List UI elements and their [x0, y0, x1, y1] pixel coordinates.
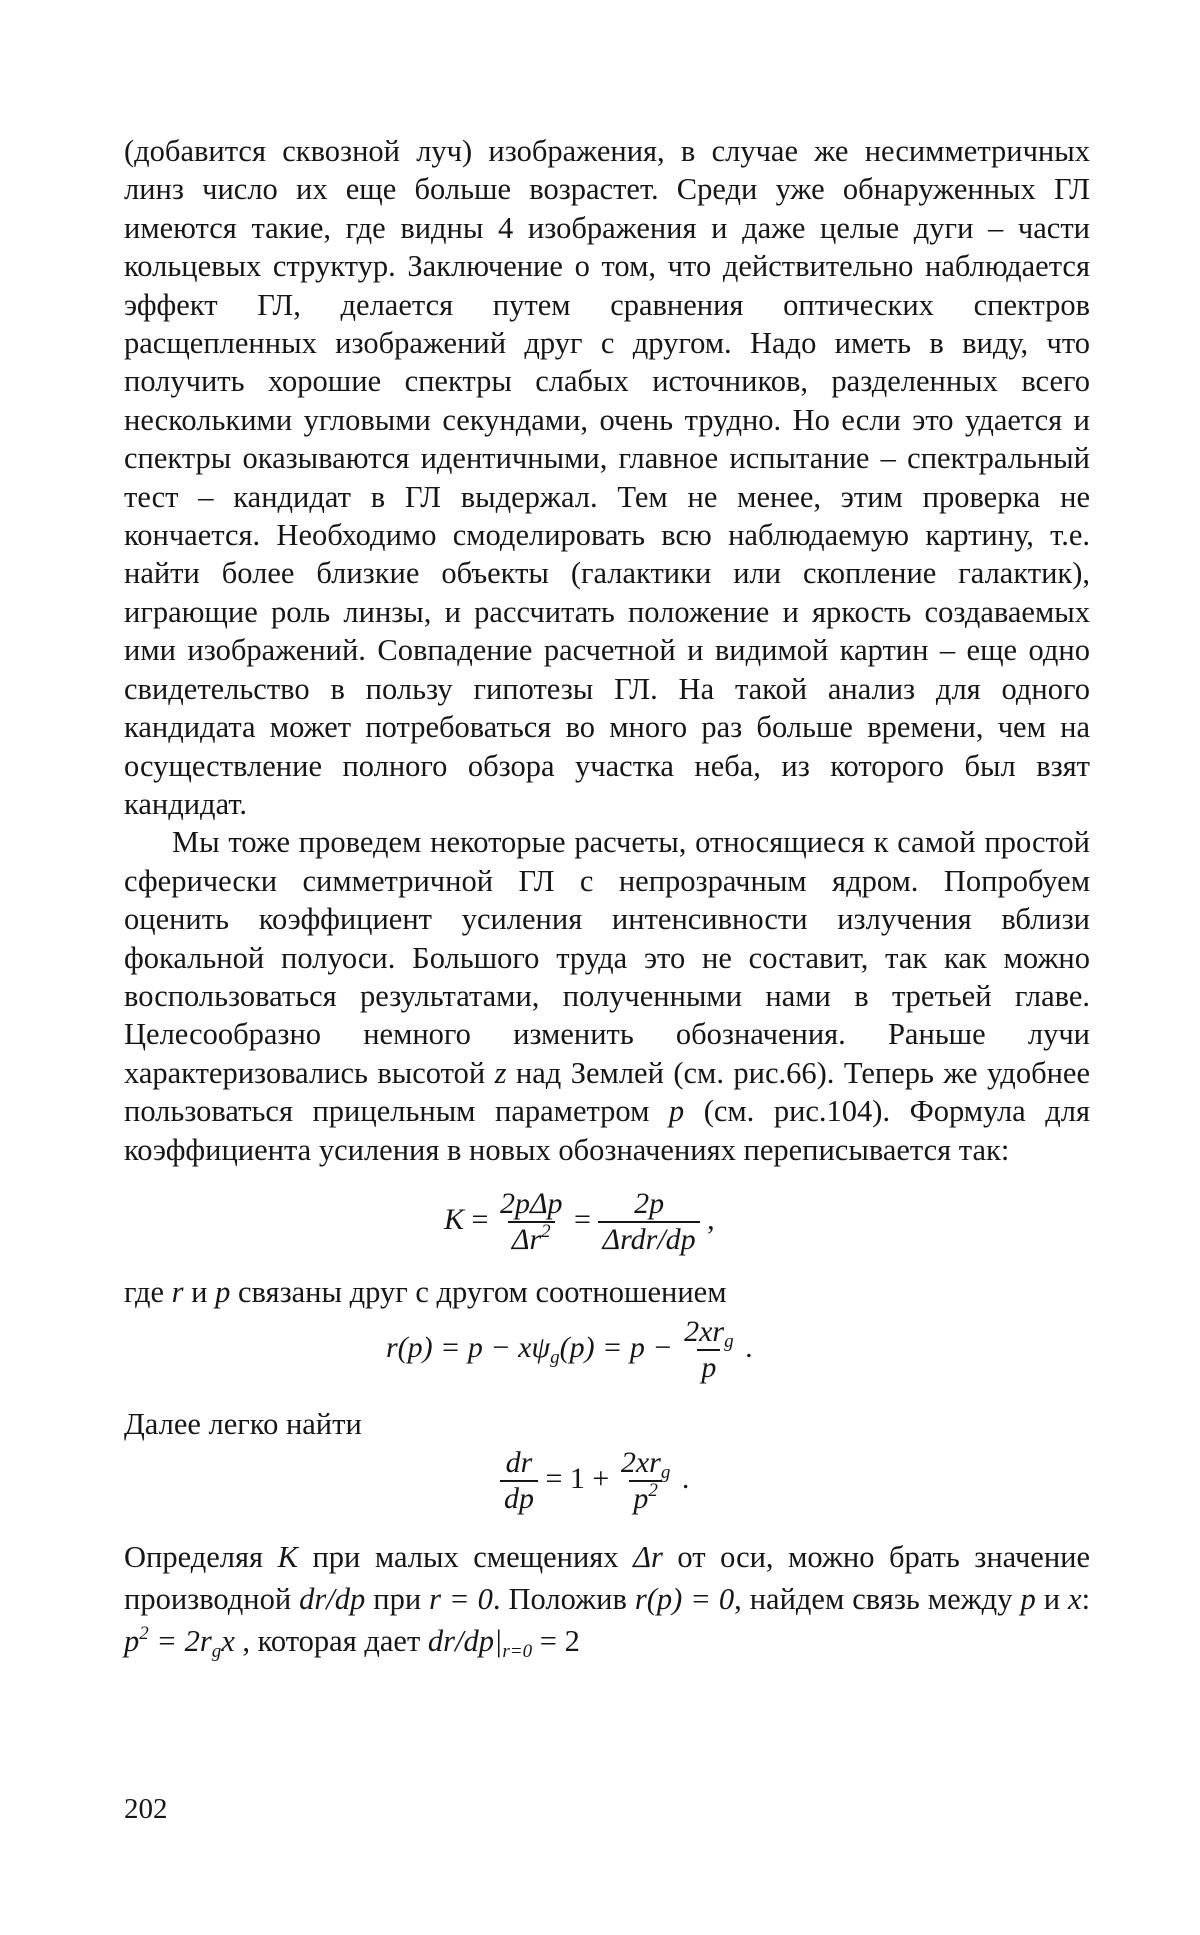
page-number: 202 — [124, 1793, 168, 1825]
eq1-equals-2: = — [574, 1202, 591, 1236]
paragraph-1: (добавится сквозной луч) изображения, в случае же несимметричных линз число их еще больше возрастет. Среди уже обнаруженных ГЛ имеются такие, где видны 4 изображения и даже целые дуги – части кольцевых структур. Заключение о том, что действительно наблюдается эффект ГЛ, делается путем сравнения оптических спектров расщепленных изображений друг с другом. Надо иметь в виду, что получить хорошие спектры слабых источников, разделенных всего несколькими угловыми секундами, очень трудно. Но если это удается и спектры оказываются идентичными, главное испытание – спектральный тест – кандидат в ГЛ выдержал. Тем не менее, этим проверка не кончается. Необходимо смоделировать всю наблюдаемую картину, т.е. найти более близкие объекты (галактики или скопление галактик), играющие роль линзы, и рассчитать положение и яркость создаваемых ими изображений. Совпадение расчетной и видимой картин – еще одно свидетельство в пользу гипотезы ГЛ. На такой анализ для одного кандидата может потребоваться во много раз больше времени, чем на осуществление полного обзора участка неба, из которого был взят кандидат. — [124, 134, 1090, 821]
p3-relation — [124, 1622, 235, 1662]
paragraph-2-part-2: над Землей (см. рис.66). Теперь же удобнее пользоваться прицельным параметром — [124, 1055, 1090, 1129]
eq3-num-1: dr — [505, 1445, 533, 1479]
eq1-den-1-base: Δr — [511, 1222, 542, 1256]
p3-r-eq-0: r = 0 — [429, 1581, 493, 1616]
eq2-sub-g: g — [550, 1347, 560, 1369]
p3-a4: при — [373, 1581, 422, 1616]
equation-derivative — [124, 1444, 1090, 1536]
var-r: r — [171, 1274, 184, 1309]
p3-var-x: x — [1068, 1581, 1082, 1616]
text-column — [124, 132, 1090, 1662]
paragraph-2-part-1: Мы тоже проведем некоторые расчеты, относящиеся к самой простой сферически симметричной ГЛ с непрозрачным ядром. Попробуем оценить коэффициент усиления интенсивности излучения вблизи фокальной полуоси. Большого труда это не составит, так как можно воспользоваться результатами, полученными нами в третьей главе. Целесообразно немного изменить обозначения. Раньше лучи характеризовались высотой — [124, 825, 1090, 1090]
eq3-den-1: dp — [500, 1480, 538, 1516]
eq1-den-1-exp: 2 — [541, 1220, 551, 1242]
p3-a9: , которая дает — [242, 1623, 421, 1658]
var-z: z — [494, 1055, 507, 1090]
eq3-fraction-1 — [500, 1446, 538, 1516]
p3-rel-sub: g — [211, 1640, 222, 1662]
p3-sub-r0: r=0 — [502, 1640, 533, 1662]
eq1-den-1 — [508, 1221, 555, 1257]
p3-var-p: p — [1020, 1581, 1036, 1616]
eq2-lhs — [386, 1331, 560, 1369]
p3-a6: , найдем связь между — [734, 1581, 1013, 1616]
eq3-num-2-sub: g — [660, 1461, 671, 1483]
paragraph-2-part-3: (см. рис.104). Формула для коэффициента усиления в новых обозначениях переписывается так: — [124, 1094, 1090, 1167]
eq2-num-sub: g — [724, 1331, 734, 1353]
line-where — [124, 1273, 1090, 1311]
p3-a8: : — [1081, 1581, 1091, 1616]
eq2-tail: . — [745, 1331, 753, 1365]
p3-drdp-r0 — [427, 1623, 533, 1662]
var-p-2: p — [215, 1274, 231, 1309]
eq2-num — [680, 1315, 738, 1353]
eq1-lhs: K — [444, 1202, 465, 1236]
eq3-den-2 — [629, 1480, 662, 1516]
eq1-equals: = — [471, 1202, 489, 1236]
eq1-tail: , — [707, 1202, 715, 1236]
p3-rel-x: x — [221, 1623, 235, 1658]
equation-radius — [124, 1311, 1090, 1405]
eq2-den: p — [697, 1349, 720, 1385]
related-text: связаны друг с другом соотношением — [238, 1274, 727, 1309]
eq2-lhs-text: r(p) = p − xψ — [386, 1331, 551, 1365]
eq1-den-2: Δrdr/dp — [598, 1221, 699, 1257]
var-p: p — [668, 1094, 685, 1129]
p3-a2: при малых смещениях — [312, 1539, 619, 1574]
eq1-num-1: 2pΔp — [499, 1186, 563, 1220]
eq3-fraction-2 — [617, 1446, 675, 1516]
eq3-tail: . — [681, 1461, 690, 1495]
eq1-num-2: 2p — [634, 1186, 665, 1220]
paragraph-2 — [124, 823, 1090, 1169]
p3-a7: и — [1043, 1581, 1061, 1616]
eq3-den-2-base: p — [633, 1481, 649, 1515]
p3-drdp2: dr/dp| — [427, 1623, 503, 1658]
where-word: где — [124, 1274, 165, 1309]
eq1-fraction-1 — [496, 1187, 567, 1257]
equation-gain — [124, 1169, 1090, 1273]
p3-rel-eq: = 2r — [156, 1623, 212, 1658]
eq2-num-base: 2xr — [684, 1315, 725, 1349]
p3-a1: Определяя — [124, 1539, 264, 1574]
p3-rel-p: p — [124, 1623, 140, 1658]
p3-drdp: dr/dp — [299, 1581, 366, 1616]
eq2-mid: (p) = p − — [559, 1331, 673, 1365]
p3-rel-exp: 2 — [139, 1622, 149, 1644]
p3-var-K: K — [277, 1539, 298, 1574]
line-further: Далее легко найти — [124, 1407, 362, 1442]
p3-a5: . Положив — [492, 1581, 627, 1616]
eq1-fraction-2 — [598, 1187, 699, 1257]
p3-a3: от оси, можно брать значение производной — [124, 1539, 1091, 1616]
p3-delta-r: Δr — [633, 1539, 663, 1574]
and-word: и — [191, 1274, 208, 1309]
p3-a10: = 2 — [539, 1623, 580, 1658]
eq3-num-2-base: 2xr — [620, 1445, 661, 1479]
eq2-fraction — [680, 1315, 738, 1385]
eq3-num-2 — [617, 1445, 675, 1483]
eq3-den-2-exp: 2 — [648, 1479, 658, 1501]
p3-rp0: r(p) = 0 — [634, 1581, 735, 1616]
eq3-mid: = 1 + — [545, 1461, 610, 1495]
paragraph-3 — [124, 1536, 1090, 1662]
